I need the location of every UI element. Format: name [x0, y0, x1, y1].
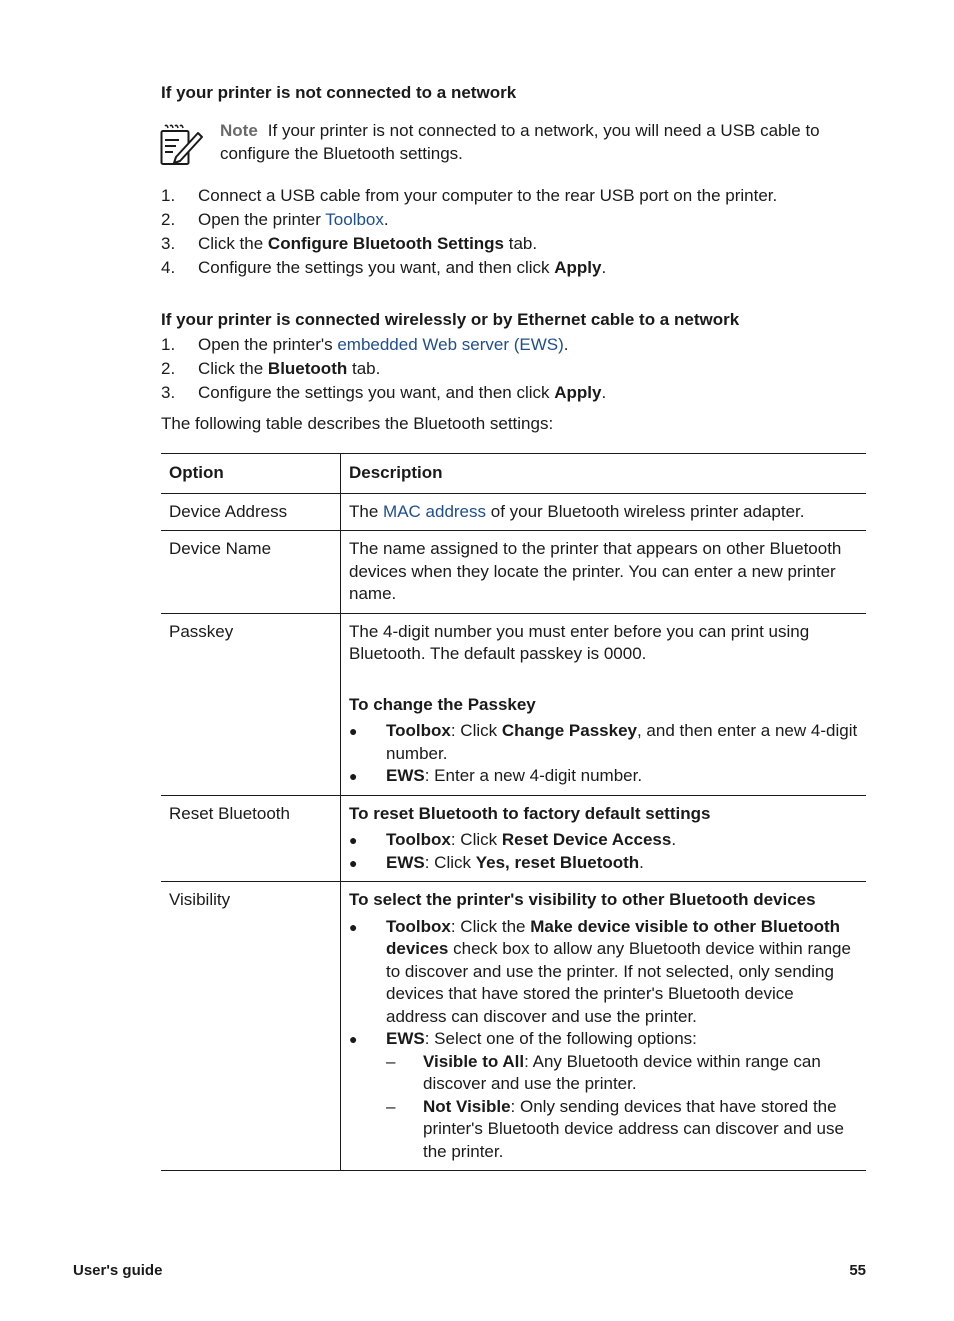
description-cell: The name assigned to the printer that appears on other Bluetooth devices when they locate the printer. You can enter a new printer name. — [341, 531, 867, 614]
bullet-icon: ● — [349, 832, 358, 848]
option-cell: Reset Bluetooth — [161, 795, 341, 882]
list-item: ● EWS: Enter a new 4-digit number. — [349, 765, 858, 788]
table-intro: The following table describes the Bluetooth settings: — [161, 414, 554, 433]
column-header-option: Option — [161, 454, 341, 494]
passkey-bullets — [349, 720, 858, 788]
list-item: 3. Configure the settings you want, and then click Apply. — [161, 383, 607, 402]
table-header-row — [161, 454, 866, 494]
list-item: ● EWS: Select one of the following options: – Visible to All: Any Bluetooth device within range can discover and use the printer. – Not Visible: Only sending devices that have stored the printer's Bluetooth device address can discover and use the printer. — [349, 1028, 858, 1163]
bullet-icon: ● — [349, 854, 358, 871]
visibility-options — [386, 1051, 858, 1164]
passkey-subheading: To change the Passkey — [349, 694, 536, 714]
toolbox-link[interactable]: Toolbox — [325, 210, 384, 229]
bluetooth-settings-table — [161, 453, 866, 1171]
list-item: 4. Configure the settings you want, and then click Apply. — [161, 258, 607, 277]
page-number: 55 — [849, 1262, 866, 1279]
list-item: – Not Visible: Only sending devices that have stored the printer's Bluetooth device address can discover and use the printer. — [386, 1096, 844, 1161]
option-cell: Passkey — [161, 613, 341, 795]
list-item: ● Toolbox: Click Change Passkey, and then enter a new 4-digit number. — [349, 721, 858, 763]
list-item: – Visible to All: Any Bluetooth device within range can discover and use the printer. — [386, 1051, 821, 1093]
section-heading-network: If your printer is connected wirelessly or by Ethernet cable to a network — [161, 310, 740, 329]
list-item: 1. Open the printer's embedded Web server (EWS). — [161, 335, 569, 354]
steps-no-network — [161, 185, 777, 281]
option-cell: Device Address — [161, 493, 341, 531]
mac-address-link[interactable]: MAC address — [383, 501, 487, 521]
list-item: 3. Click the Configure Bluetooth Settings tab. — [161, 234, 538, 253]
visibility-subheading: To select the printer's visibility to other Bluetooth devices — [349, 890, 816, 909]
note-icon — [160, 123, 204, 167]
option-cell: Device Name — [161, 531, 341, 614]
table-row — [161, 531, 866, 614]
footer-guide-title: User's guide — [73, 1262, 163, 1279]
reset-bullets — [349, 829, 858, 874]
note-text: If your printer is not connected to a network, you will need a USB cable to configure the Bluetooth settings. — [220, 121, 820, 163]
note-label: Note — [220, 121, 258, 140]
list-item: ● Toolbox: Click Reset Device Access. — [349, 829, 858, 852]
option-cell: Visibility — [161, 882, 341, 1171]
table-row — [161, 493, 866, 531]
description-cell: The 4-digit number you must enter before you can print using Bluetooth. The default passkey is 0000. To change the Passkey ● Toolbox: Click Change Passkey, and then enter a new 4-digit number. ● EWS: Enter a new 4-digit number. — [341, 613, 867, 795]
visibility-bullets — [349, 916, 858, 1164]
table-row — [161, 795, 866, 882]
column-header-description: Description — [341, 454, 867, 494]
steps-network — [161, 334, 606, 406]
ews-link[interactable]: embedded Web server (EWS) — [337, 335, 564, 354]
bullet-icon: ● — [349, 1031, 358, 1047]
description-cell — [341, 882, 867, 1171]
table-row — [161, 613, 866, 795]
dash-icon: – — [386, 1096, 396, 1116]
description-cell: The MAC address of your Bluetooth wireless printer adapter. — [341, 493, 867, 531]
section-heading-no-network: If your printer is not connected to a network — [161, 83, 517, 102]
reset-subheading: To reset Bluetooth to factory default settings — [349, 803, 711, 823]
list-item: 1. Connect a USB cable from your computer to the rear USB port on the printer. — [161, 186, 778, 205]
description-cell — [341, 795, 867, 882]
bullet-icon: ● — [349, 723, 358, 739]
table-row — [161, 882, 866, 1171]
bullet-icon: ● — [349, 768, 358, 784]
list-item: ● Toolbox: Click the Make device visible to other Bluetooth devices check box to allow any Bluetooth device within range to discover and use the printer. If not selected, only sending devices that have stored the printer's Bluetooth device address can discover and use the printer. — [349, 916, 851, 1026]
list-item: 2. Click the Bluetooth tab. — [161, 359, 381, 378]
dash-icon: – — [386, 1051, 396, 1071]
list-item: 2. Open the printer Toolbox. — [161, 210, 389, 229]
bullet-icon: ● — [349, 918, 358, 935]
note-box — [220, 120, 870, 165]
list-item: ● EWS: Click Yes, reset Bluetooth. — [349, 852, 858, 875]
